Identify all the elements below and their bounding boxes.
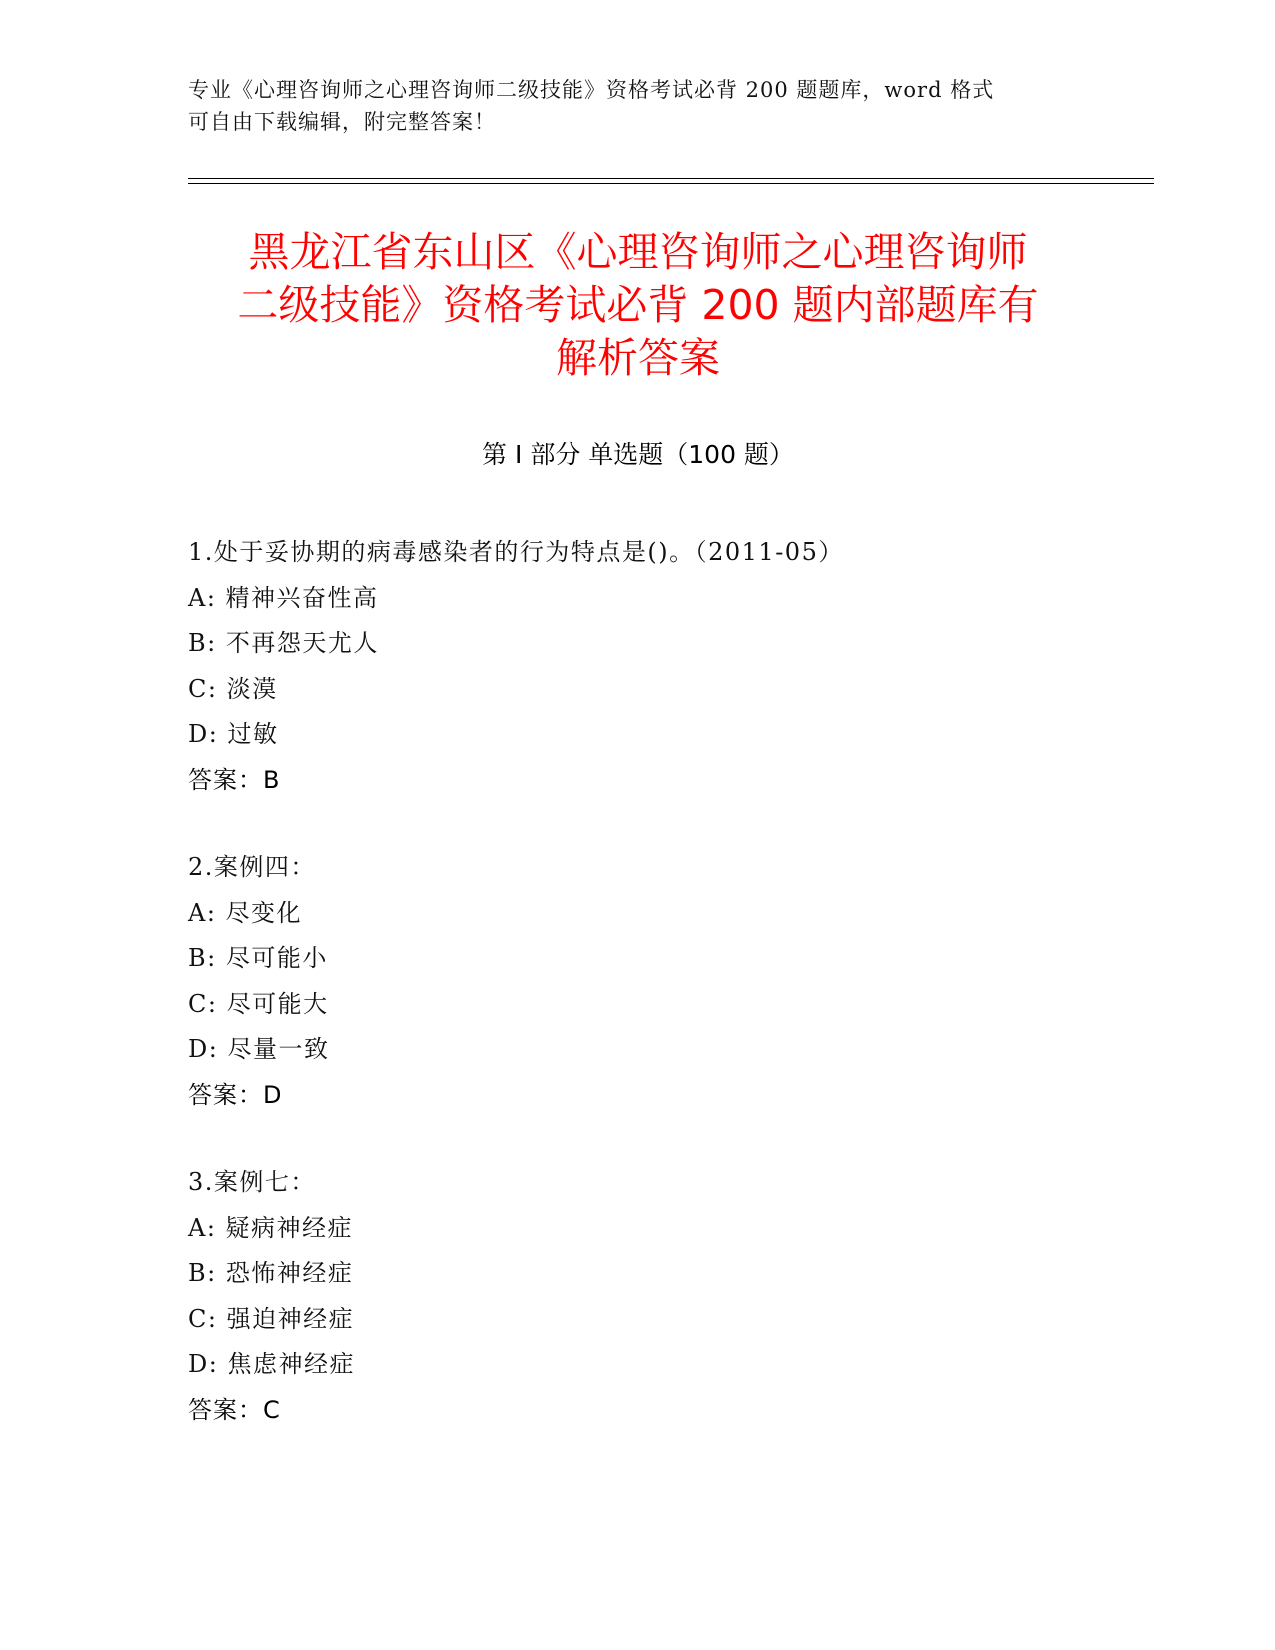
question-3 <box>188 1160 1088 1433</box>
question-stem: 3.案例七： <box>188 1168 316 1196</box>
option-d: D: 焦虑神经症 <box>188 1350 355 1378</box>
option-d: D: 尽量一致 <box>188 1035 330 1063</box>
answer-text: 答案：D <box>188 1080 283 1109</box>
header-note <box>188 74 1068 138</box>
option-b: B: 恐怖神经症 <box>188 1259 354 1287</box>
answer-text: 答案：B <box>188 765 281 794</box>
document-title-line-3: 解析答案 <box>556 334 720 382</box>
header-divider-top <box>188 178 1154 179</box>
question-stem: 1.处于妥协期的病毒感染者的行为特点是()。（2011-05） <box>188 538 844 566</box>
question-stem: 2.案例四： <box>188 853 316 881</box>
question-1 <box>188 530 1088 803</box>
option-a: A: 尽变化 <box>188 898 303 927</box>
document-title <box>188 226 1088 385</box>
header-divider-bottom <box>188 183 1154 184</box>
header-note-line-1: 专业《心理咨询师之心理咨询师二级技能》资格考试必背 200 题题库，word 格式 <box>188 78 995 102</box>
header-note-line-2: 可自由下载编辑，附完整答案！ <box>188 110 496 134</box>
option-a: A: 疑病神经症 <box>188 1213 354 1242</box>
option-b: B: 不再怨天尤人 <box>188 629 379 657</box>
option-a: A: 精神兴奋性高 <box>188 583 379 612</box>
question-2 <box>188 845 1088 1118</box>
document-title-line-2: 二级技能》资格考试必背 200 题内部题库有 <box>237 281 1039 329</box>
option-d: D: 过敏 <box>188 720 279 748</box>
option-c: C: 淡漠 <box>188 674 278 703</box>
section-heading: 第 I 部分 单选题（100 题） <box>482 440 794 469</box>
answer-text: 答案：C <box>188 1395 281 1424</box>
option-c: C: 强迫神经症 <box>188 1304 355 1333</box>
document-title-line-1: 黑龙江省东山区《心理咨询师之心理咨询师 <box>248 228 1028 276</box>
option-c: C: 尽可能大 <box>188 989 329 1018</box>
option-b: B: 尽可能小 <box>188 944 328 972</box>
question-list <box>188 530 1088 1475</box>
